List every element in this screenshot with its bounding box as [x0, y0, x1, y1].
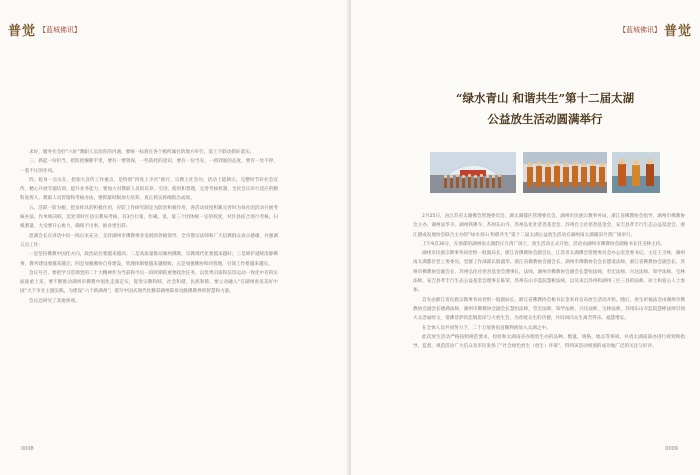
- left-page: [0, 0, 349, 475]
- page-number-right: 0009: [665, 446, 678, 452]
- paragraph: 此次放生活动严格按照规范要求，检验和太湖南省办理放生办的品种、数量、规格、地点等事项，并请太湖南部办进行规划和指导，监督，规范活动广大信众及市民发扬了“社会绿色放生（放生）环保”，得到该活动规划的成功地广泛的关注与好评。: [413, 334, 685, 350]
- left-article-body: [20, 148, 278, 306]
- paragraph: 上午9点30分，在浓郁的湖州南太湖韵庄月湾广场上，放生活动正式开始，活动由湖州市佛教协会副秘书长任圣林主持。: [422, 241, 666, 247]
- paragraph: 湖州市民族宗教事务局党组一般副局长，浙江省佛教协会副会长，江苏省太湖佛会管理委员会办公室党委书记，主任王卫林，湖州南太湖都区党工委委员，党群工作部部长殷淑华，浙江省佛教协会副会长，湖州市佛教协会会长德道法师，浙江省佛教协会副会长，苏州市佛教协会副会长，苏州弘化社慈善基金会理事长，法师，湖州市佛教协会副会长慧恒法师，劳宏法师，兴达法师、知学法师，宝林法师，安吉县孝丰行生态公益基金会理事长陈荣，苏州东山寺监院慧彬法师，以及来自苏州和湖州三区三县的法师、居士和爱心人士参加。: [413, 251, 685, 294]
- paragraph: 五、活跃一防为根，把发挥具的积极作用，存防工作研究制定为防治积极作用，各活动效度积累完善时为每社团活动开展考核办法，作单统决联，沉处邻时区县宗教局考核，有3台行案，作确，退，案三个团体统一定的权度，对区县结合进行考核，扫根割量，大受要开心协力，确保不出事，推业更出彩。: [20, 205, 278, 230]
- paragraph: 首先由浙江省民族宗教事务局党组一般副局长，浙江省佛教协会秘书长金来祥宣布放生活动开始。随后，放生祈福法会由湖州市佛教协会副会长德满法师，湖州市佛教协会副会长慧恒法师，劳宏法师，知学法师，兴达法师，宝林法师，苏州东山寺监院慧彬法师引领大众念诵经文，诸佛菩萨的悲悯恩泽与大放生会，为普渡众生的功德，共同回向众生离苦得乐，福慧增长。: [413, 297, 685, 322]
- paragraph: 会议号召，要把学习贯彻党的二十大精神作为当前和今后一段时期的重要政治任务，以优秀宗质和信印运动一致化中有的实面面重上来，要不断推动湖州市佛教中国化走深走实，促进宗教和睦，社会和谐，民族和睦，要立动融入“在湖州看见美好中国”大于争先主题实践，为建设“六个新湖州”，谱写中国式现代化精彩湖州篇章贡献佛教界的智慧和力量。: [20, 270, 278, 295]
- paragraph: 求好，服务社会好“六好”教职人员培育的内涵，要统一标准在各个梢所属社的地方举行，第上下联动抓好落实。: [29, 150, 255, 155]
- paragraph: 三、抓起一份担当，把防控缠断手里，要有一要资保，一些防控的意识，要有一份当先，一抓到底的态度，要有一处不停，一着不让的作风。: [20, 159, 278, 174]
- masthead-right: [619, 20, 692, 39]
- ceremony-stage-photo: [430, 152, 516, 193]
- paragraph: 四、抢身一点关在，把加大宣传工作重点，是特别“四进上寺宫”推行，宗教上社会功，活动上能耕示，完整时节好社会宣传，精心开展专题培训、提升业务能力，要加大对教职人员的培养、引进、使用和督理，完善考核机制，全民会议举行适应的精科发挥人、教职人员管辖和考核办法，要抓紧时限加大培养，真正抓实抓细抓出成效。: [20, 177, 278, 202]
- paragraph: 会议还研究了其他事项。: [29, 298, 80, 304]
- release-at-lake-photo: [612, 152, 660, 193]
- right-article-body: [413, 212, 685, 351]
- article-title-line1: “绿水青山 和谐共生”第十二届太湖: [455, 91, 635, 105]
- section-tag: 【蓝城佛讯】: [618, 25, 661, 34]
- section-tag: 【蓝城佛讯】: [39, 25, 82, 34]
- paragraph: 一是坚持佛教中国化方向，政治站位要越来越高；二是高质量推动湖州佛教，宗教现代化要越来越好；三是缔护道统清静佛事，教务建设要越来越正；四是加强佛协自身建设，管理体制要越来越细致；五是加强佛协和同管理，引领工作要越来越实。: [20, 252, 278, 267]
- paragraph: 2月25日，由江苏省太湖佛会管理委员会、湖太湖都区管理委员会、湖州市民族宗教事务局、浙江省佛教协会指导，湖州市佛教协会主办，湖州法华寺、湖州铁佛寺、苏州东山寺、苏州弘化社慈善基金会、苏州自立社慈善基金会、安吉县孝丰行生态公益基金会、浙江德成发展协会联合主办的“绿水青山 和谐共生”第十二届太湖公益放生活动在湖州南太湖湖旧月湾广场举行。: [413, 214, 685, 238]
- monks-procession-photo: [523, 152, 607, 193]
- publication-logo: 普觉: [8, 24, 37, 39]
- paragraph: 在全体人员共同努力下，二十万尾鲁鱼苗顺利被放入太湖之中。: [422, 325, 551, 331]
- page-number-left: 0008: [21, 446, 34, 452]
- publication-logo: 普觉: [663, 24, 692, 39]
- masthead-left: [8, 20, 81, 39]
- paragraph: 恩满会长在讲话中向一线后来充分，支持湖州市佛教事业发展的各级领导、全市僧宗法师和广大信教群众表示感谢，并强调五点工作：: [20, 233, 278, 248]
- article-title-line2: 公益放生活动圆满举行: [487, 112, 603, 126]
